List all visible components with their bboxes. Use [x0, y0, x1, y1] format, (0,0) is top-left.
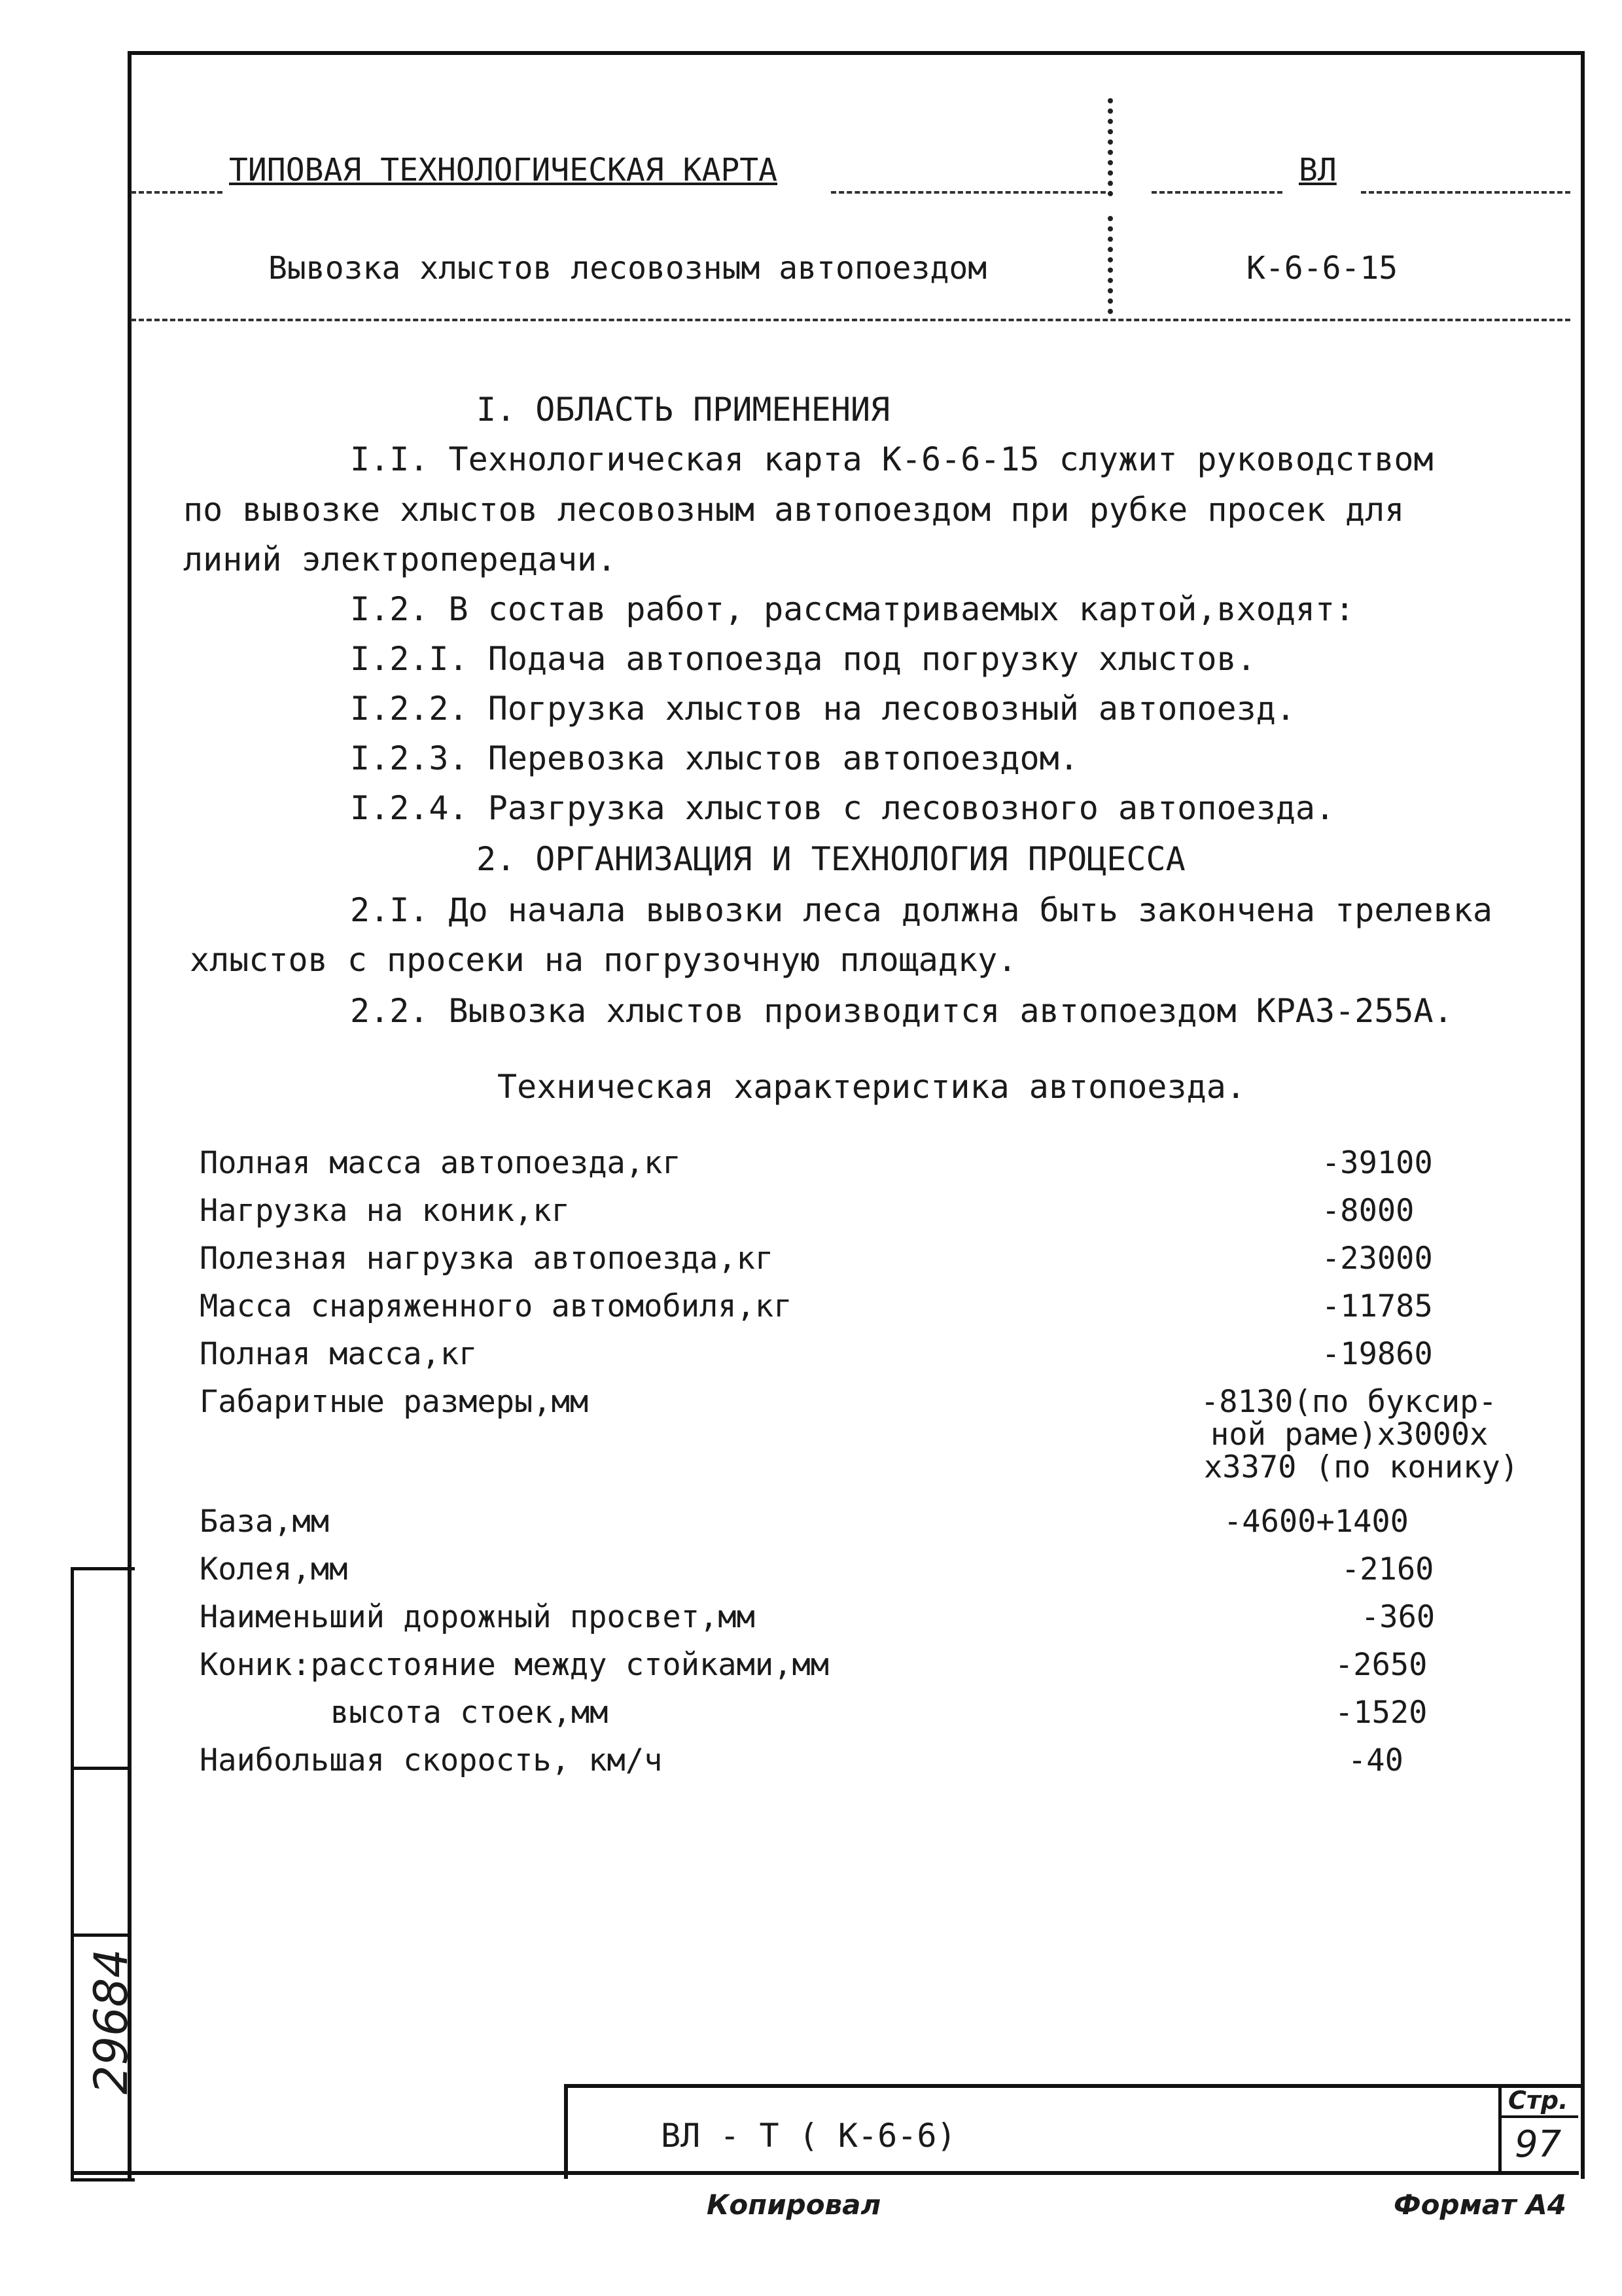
spec-value: -2160 [1341, 1551, 1434, 1587]
header-rule [831, 191, 1106, 194]
document-code: ВЛ [1299, 152, 1337, 188]
document-subtitle: Вывозка хлыстов лесовозным автопоездом [268, 250, 987, 287]
spec-label: База,мм [200, 1504, 330, 1540]
spec-value: -8130(по буксир- [1201, 1384, 1497, 1420]
spec-value-continued: ной раме)х3000х [1210, 1417, 1489, 1453]
spec-label: Наименьший дорожный просвет,мм [200, 1599, 755, 1635]
list-item: I.2.I. Подача автопоезда под погрузку хлыстов. [350, 640, 1256, 678]
paragraph-line: 2.2. Вывозка хлыстов производится автопоездом КРАЗ-255А. [350, 992, 1453, 1030]
spec-label: Колея,мм [200, 1551, 348, 1587]
spec-label: Масса снаряженного автомобиля,кг [200, 1288, 792, 1324]
paragraph-line: линий электропередачи. [183, 540, 617, 578]
copied-by-note: Копировал [707, 2189, 881, 2221]
page-cell-divider [1498, 2115, 1578, 2118]
page-label: Стр. [1508, 2086, 1568, 2115]
spec-label: высота стоек,мм [330, 1695, 608, 1731]
format-note: Формат А4 [1394, 2189, 1566, 2221]
spec-label: Нагрузка на коник,кг [200, 1193, 570, 1229]
document-type-title: ТИПОВАЯ ТЕХНОЛОГИЧЕСКАЯ КАРТА [229, 152, 778, 188]
strip-divider [71, 1934, 132, 1937]
header-rule [1152, 191, 1282, 194]
spec-label: Наибольшая скорость, км/ч [200, 1742, 663, 1778]
spec-label: Габаритные размеры,мм [200, 1384, 589, 1420]
page-number: 97 [1515, 2123, 1562, 2166]
spec-label: Полная масса,кг [200, 1336, 478, 1372]
list-item: I.2.3. Перевозка хлыстов автопоездом. [350, 739, 1079, 777]
spec-label: Коник:расстояние между стойками,мм [200, 1647, 830, 1683]
strip-divider [71, 1767, 132, 1770]
document-designation: ВЛ - Т ( К-6-6) [661, 2117, 957, 2155]
spec-value-continued: х3370 (по конику) [1204, 1449, 1519, 1485]
spec-value: -2650 [1335, 1647, 1428, 1683]
spec-value: -23000 [1322, 1241, 1433, 1277]
spec-value: -8000 [1322, 1193, 1415, 1229]
page-frame [128, 51, 1585, 2178]
inventory-number: 29684 [84, 1949, 138, 2094]
card-number: К-6-6-15 [1246, 250, 1398, 287]
spec-value: -1520 [1335, 1695, 1428, 1731]
specs-heading: Техническая характеристика автопоезда. [497, 1068, 1246, 1106]
spec-value: -360 [1361, 1599, 1436, 1635]
spec-label: Полная масса автопоезда,кг [200, 1145, 681, 1181]
list-item: I.2.2. Погрузка хлыстов на лесовозный автопоезд. [350, 690, 1296, 728]
paragraph-line: I.I. Технологическая карта К-6-6-15 служит руководством [350, 440, 1434, 478]
spec-value: -11785 [1322, 1288, 1433, 1324]
section-2-heading: 2. ОРГАНИЗАЦИЯ И ТЕХНОЛОГИЯ ПРОЦЕССА [476, 840, 1186, 878]
paragraph-line: 2.I. До начала вывозки леса должна быть закончена трелевка [350, 891, 1492, 929]
spec-label: Полезная нагрузка автопоезда,кг [200, 1241, 774, 1277]
header-bottom-rule [131, 319, 1570, 321]
spec-value: -40 [1348, 1742, 1403, 1778]
header-rule [131, 191, 222, 194]
spec-value: -39100 [1322, 1145, 1433, 1181]
header-column-separator [1108, 216, 1113, 314]
paragraph-line: по вывозке хлыстов лесовозным автопоездом при рубке просек для [183, 491, 1405, 529]
header-rule [1361, 191, 1570, 194]
section-1-heading: I. ОБЛАСТЬ ПРИМЕНЕНИЯ [476, 391, 890, 429]
paragraph-line: хлыстов с просеки на погрузочную площадку. [190, 941, 1017, 979]
spec-value: -19860 [1322, 1336, 1433, 1372]
header-column-separator [1108, 98, 1113, 196]
list-item: I.2.4. Разгрузка хлыстов с лесовозного автопоезда. [350, 789, 1335, 827]
spec-value: -4600+1400 [1224, 1504, 1409, 1540]
paragraph-line: I.2. В состав работ, рассматриваемых картой,входят: [350, 590, 1355, 628]
